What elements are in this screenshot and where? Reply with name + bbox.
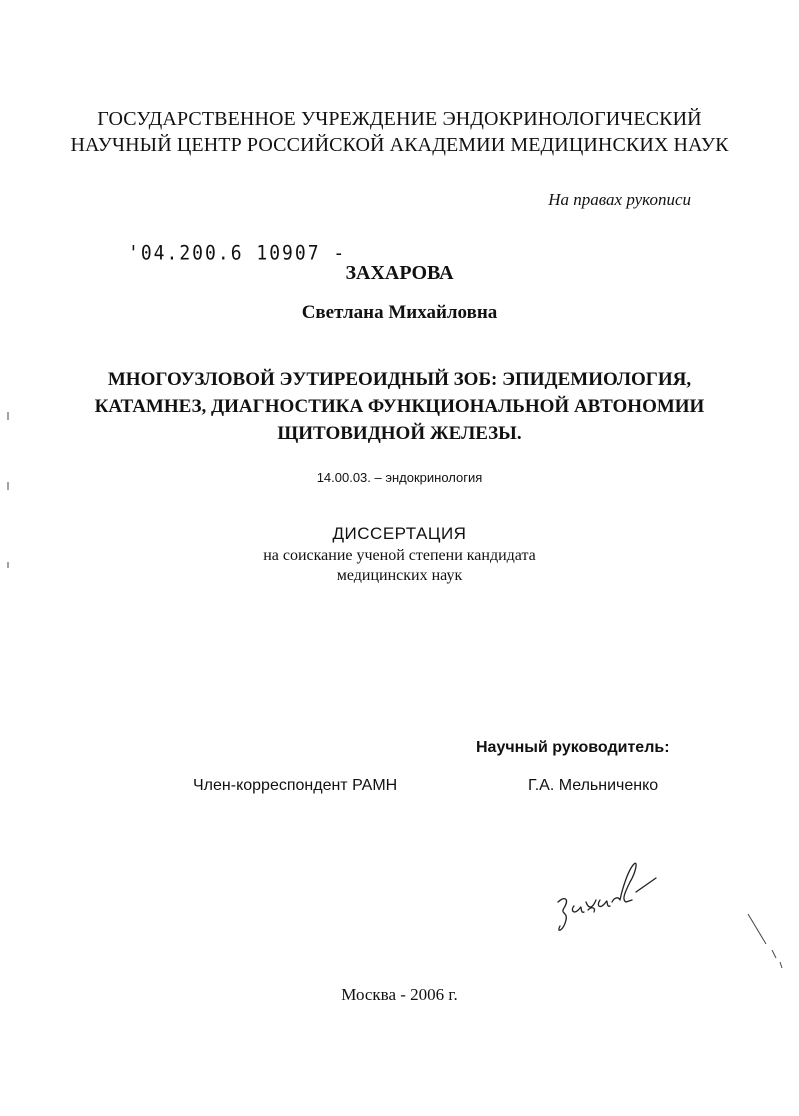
degree-line-2: медицинских наук — [336, 567, 463, 584]
supervisor-rank: Член-корреспондент РАМН — [193, 777, 398, 794]
title-line-2: КАТАМНЕЗ, ДИАГНОСТИКА ФУНКЦИОНАЛЬНОЙ АВТОНОМИИ — [94, 396, 705, 417]
place-and-year: Москва - 2006 г. — [341, 985, 458, 1004]
author-surname: ЗАХАРОВА — [345, 262, 454, 284]
rights-note: На правах рукописи — [548, 190, 691, 209]
supervisor-heading: Научный руководитель: — [476, 739, 670, 756]
title-line-3: ЩИТОВИДНОЙ ЖЕЛЕЗЫ. — [277, 423, 522, 444]
institution-line-1: ГОСУДАРСТВЕННОЕ УЧРЕЖДЕНИЕ ЭНДОКРИНОЛОГИЧЕСКИЙ — [97, 108, 702, 130]
document-type: ДИССЕРТАЦИЯ — [332, 524, 467, 543]
author-given-names: Светлана Михайловна — [301, 302, 498, 323]
degree-line-1: на соискание ученой степени кандидата — [263, 547, 536, 564]
registration-stamp: '04.200.6 10907 - — [128, 241, 347, 266]
specialty-code: 14.00.03. – эндокринология — [316, 470, 483, 485]
title-line-1: МНОГОУЗЛОВОЙ ЭУТИРЕОИДНЫЙ ЗОБ: ЭПИДЕМИОЛОГИЯ, — [107, 369, 692, 390]
supervisor-name: Г.А. Мельниченко — [528, 777, 659, 794]
institution-line-2: НАУЧНЫЙ ЦЕНТР РОССИЙСКОЙ АКАДЕМИИ МЕДИЦИНСКИХ НАУК — [70, 134, 729, 156]
